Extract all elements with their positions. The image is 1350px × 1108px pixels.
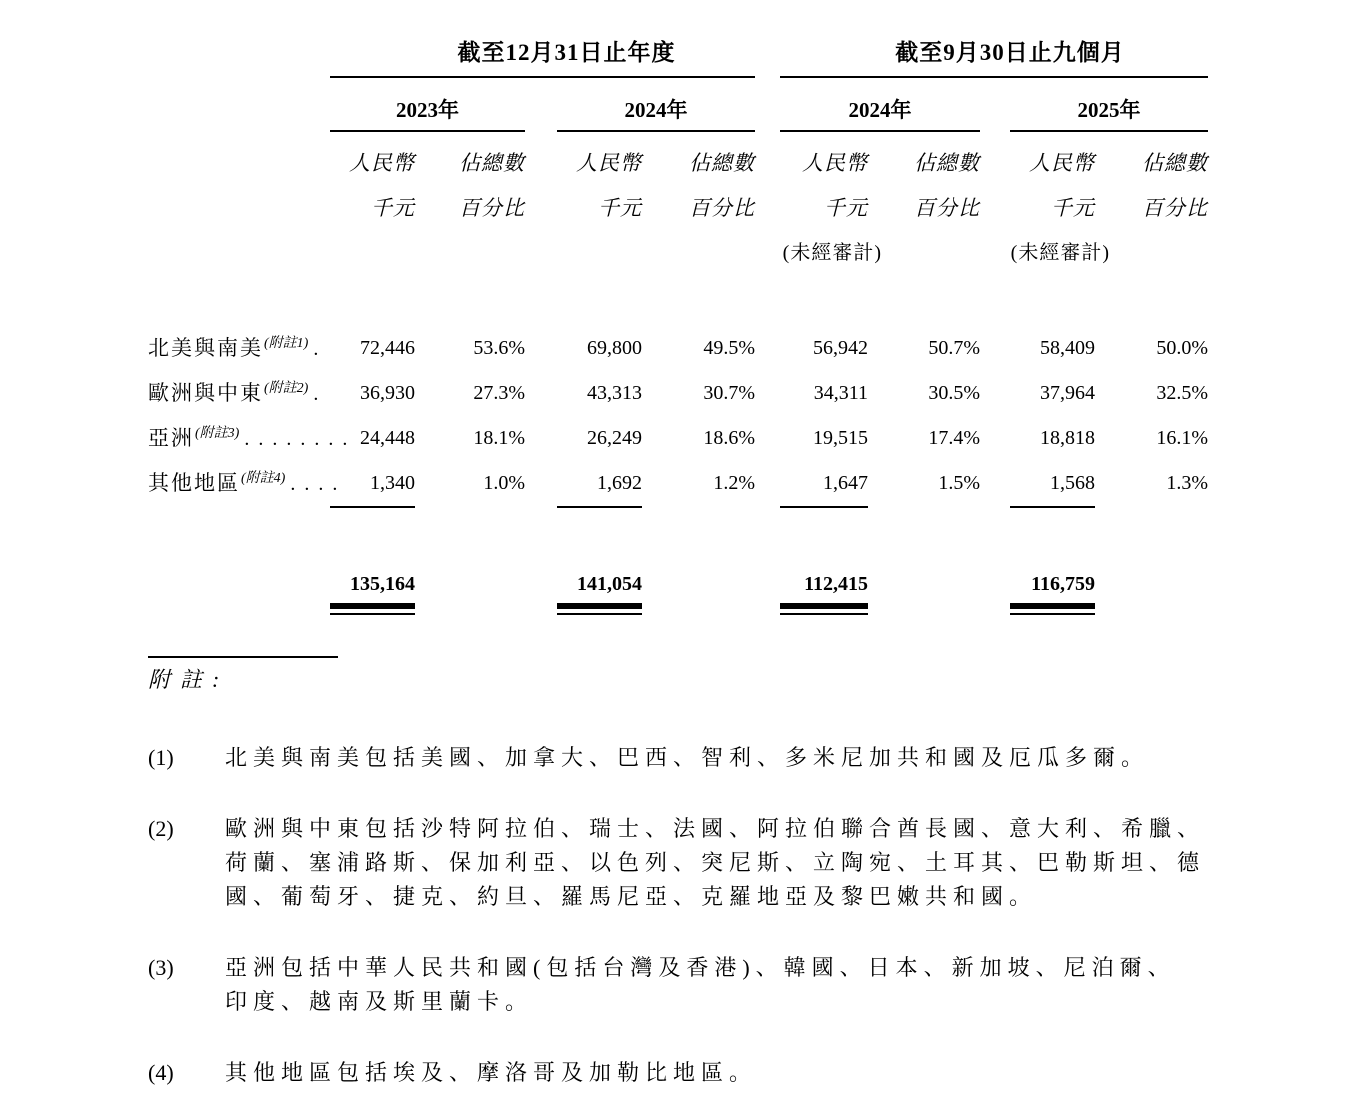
double-rule <box>780 603 868 615</box>
spacer <box>980 98 1010 132</box>
spacer <box>980 149 1010 177</box>
period-header-annual: 截至12月31日止年度 <box>330 40 755 78</box>
note-item <box>148 1056 1233 1090</box>
value-cell: 1,340 <box>370 472 415 494</box>
year-label-2024-9m: 2024年 <box>780 98 980 132</box>
row-label <box>148 416 357 461</box>
spacer <box>980 461 1010 506</box>
footnotes-section <box>148 656 1233 1090</box>
note-item <box>148 812 1233 914</box>
spacer <box>755 194 780 222</box>
column-header-rmb-unit: 千元 <box>1051 196 1095 220</box>
value-cell: 18.6% <box>703 427 755 449</box>
spacer <box>525 461 557 506</box>
note-item <box>148 741 1233 775</box>
value-cell: 43,313 <box>587 382 642 404</box>
spacer <box>642 603 755 615</box>
note-text: 亞洲包括中華人民共和國(包括台灣及香港)、韓國、日本、新加坡、尼泊爾、 印度、越南及斯里蘭卡。 <box>225 955 1176 1014</box>
spacer <box>148 239 330 267</box>
dot-leader: . <box>313 338 328 360</box>
region-name: 北美與南美 <box>148 336 263 360</box>
note-reference: (附註1) <box>264 336 309 351</box>
column-header-rmb: 人民幣 <box>1029 151 1095 175</box>
spacer <box>868 603 980 615</box>
value-cell: 56,942 <box>813 337 868 359</box>
value-cell: 18,818 <box>1040 427 1095 449</box>
spacer <box>755 569 780 599</box>
spacer <box>980 569 1010 599</box>
table-row <box>148 461 1208 506</box>
column-header-pct: 佔總數 <box>914 151 980 175</box>
value-cell: 17.4% <box>928 427 980 449</box>
value-cell: 50.0% <box>1156 337 1208 359</box>
value-cell: 1.5% <box>938 472 980 494</box>
note-reference: (附註4) <box>241 471 286 486</box>
unaudited-label: (未經審計) <box>782 242 882 264</box>
note-text: 其他地區包括埃及、摩洛哥及加勒比地區。 <box>225 1060 758 1085</box>
spacer <box>1095 603 1208 615</box>
spacer <box>755 461 780 506</box>
column-header-pct: 佔總數 <box>689 151 755 175</box>
value-cell: 16.1% <box>1156 427 1208 449</box>
single-rule <box>330 506 415 508</box>
value-cell: 58,409 <box>1040 337 1095 359</box>
double-rule <box>1010 603 1095 615</box>
column-header-rmb-unit: 千元 <box>824 196 868 220</box>
spacer <box>525 569 557 599</box>
spacer <box>148 506 330 508</box>
value-cell: 72,446 <box>360 337 415 359</box>
column-header-pct-unit: 百分比 <box>459 196 525 220</box>
spacer <box>980 416 1010 461</box>
notes-heading: 附註: <box>148 667 230 692</box>
total-double-rule-row <box>148 603 1208 615</box>
spacer <box>148 569 330 599</box>
totals-row <box>148 569 1208 599</box>
spacer <box>525 603 557 615</box>
spacer <box>980 326 1010 371</box>
spacer <box>980 371 1010 416</box>
value-cell: 1.3% <box>1166 472 1208 494</box>
unaudited-row <box>148 239 1208 267</box>
value-cell: 37,964 <box>1040 382 1095 404</box>
value-cell: 49.5% <box>703 337 755 359</box>
spacer <box>148 194 330 222</box>
note-reference: (附註3) <box>195 426 240 441</box>
year-header-row <box>148 98 1208 132</box>
note-number: (2) <box>148 816 174 841</box>
note-number: (1) <box>148 745 174 770</box>
column-header-pct: 佔總數 <box>459 151 525 175</box>
total-value: 116,759 <box>1031 573 1095 595</box>
spacer <box>642 569 755 599</box>
single-rule <box>1010 506 1095 508</box>
spacer <box>525 194 557 222</box>
double-rule <box>330 603 415 615</box>
value-cell: 24,448 <box>360 427 415 449</box>
column-header-pct-unit: 百分比 <box>1142 196 1208 220</box>
value-cell: 1,568 <box>1050 472 1095 494</box>
column-header-rmb: 人民幣 <box>576 151 642 175</box>
value-cell: 32.5% <box>1156 382 1208 404</box>
spacer <box>148 603 330 615</box>
spacer <box>980 194 1010 222</box>
note-item <box>148 951 1233 1019</box>
total-value: 141,054 <box>577 573 642 595</box>
spacer <box>755 326 780 371</box>
spacer <box>755 603 780 615</box>
value-cell: 1,692 <box>597 472 642 494</box>
value-cell: 36,930 <box>360 382 415 404</box>
spacer <box>755 416 780 461</box>
spacer <box>525 371 557 416</box>
column-header-row-2 <box>148 194 1208 222</box>
value-cell: 27.3% <box>473 382 525 404</box>
note-text: 北美與南美包括美國、加拿大、巴西、智利、多米尼加共和國及厄瓜多爾。 <box>225 745 1150 770</box>
value-cell: 1,647 <box>823 472 868 494</box>
table-row <box>148 326 1208 371</box>
spacer <box>415 569 525 599</box>
spacer <box>148 149 330 177</box>
column-header-rmb: 人民幣 <box>349 151 415 175</box>
value-cell: 18.1% <box>473 427 525 449</box>
spacer <box>755 98 780 132</box>
column-header-pct-unit: 百分比 <box>689 196 755 220</box>
column-header-pct-unit: 百分比 <box>914 196 980 220</box>
note-number: (3) <box>148 955 174 980</box>
spacer <box>415 506 525 508</box>
footnote-separator-line <box>148 656 338 658</box>
spacer <box>980 603 1010 615</box>
value-cell: 30.7% <box>703 382 755 404</box>
period-header-nine-months: 截至9月30日止九個月 <box>780 40 1208 78</box>
spacer <box>525 149 557 177</box>
spacer <box>525 506 557 508</box>
value-cell: 69,800 <box>587 337 642 359</box>
unaudited-label: (未經審計) <box>1010 242 1110 264</box>
spacer <box>980 506 1010 508</box>
row-label <box>148 371 330 416</box>
spacer <box>755 371 780 416</box>
spacer <box>980 239 1010 267</box>
spacer <box>868 506 980 508</box>
note-number: (4) <box>148 1060 174 1085</box>
row-label <box>148 326 330 371</box>
spacer <box>330 239 780 267</box>
spacer <box>148 98 330 132</box>
column-header-rmb-unit: 千元 <box>371 196 415 220</box>
table-row <box>148 416 1208 461</box>
period-header-row <box>148 40 1208 78</box>
single-rule <box>780 506 868 508</box>
spacer <box>525 416 557 461</box>
value-cell: 53.6% <box>473 337 525 359</box>
value-cell: 50.7% <box>928 337 980 359</box>
spacer <box>755 149 780 177</box>
note-reference: (附註2) <box>264 381 309 396</box>
spacer <box>755 506 780 508</box>
dot-leader: ........ <box>244 428 357 450</box>
column-header-rmb-unit: 千元 <box>598 196 642 220</box>
spacer <box>525 98 557 132</box>
region-name: 亞洲 <box>148 426 194 450</box>
dot-leader: .... <box>290 473 347 495</box>
total-value: 112,415 <box>804 573 868 595</box>
region-name: 其他地區 <box>148 471 240 495</box>
spacer <box>1095 506 1208 508</box>
column-header-rmb: 人民幣 <box>802 151 868 175</box>
value-cell: 34,311 <box>813 382 868 404</box>
year-label-2024: 2024年 <box>557 98 755 132</box>
subtotal-rule-row <box>148 506 1208 508</box>
year-label-2025-9m: 2025年 <box>1010 98 1208 132</box>
value-cell: 26,249 <box>587 427 642 449</box>
dot-leader: . <box>313 383 328 405</box>
table-row <box>148 371 1208 416</box>
double-rule <box>557 603 642 615</box>
value-cell: 1.2% <box>713 472 755 494</box>
total-value: 135,164 <box>350 573 415 595</box>
column-header-row-1 <box>148 149 1208 177</box>
value-cell: 19,515 <box>813 427 868 449</box>
spacer <box>415 603 525 615</box>
single-rule <box>557 506 642 508</box>
region-name: 歐洲與中東 <box>148 381 263 405</box>
column-header-pct: 佔總數 <box>1142 151 1208 175</box>
value-cell: 1.0% <box>483 472 525 494</box>
revenue-by-region-table <box>148 40 1208 615</box>
note-text: 歐洲與中東包括沙特阿拉伯、瑞士、法國、阿拉伯聯合酋長國、意大利、希臘、 荷蘭、塞浦路斯、保加利亞、以色列、突尼斯、立陶宛、土耳其、巴勒斯坦、德 國、葡萄牙、捷克、約旦、羅馬尼亞、克羅地亞及黎巴嫩共和國。 <box>225 816 1206 909</box>
spacer <box>525 326 557 371</box>
spacer <box>1095 569 1208 599</box>
row-label <box>148 461 347 506</box>
year-label-2023: 2023年 <box>330 98 525 132</box>
spacer <box>642 506 755 508</box>
spacer <box>868 569 980 599</box>
value-cell: 30.5% <box>928 382 980 404</box>
